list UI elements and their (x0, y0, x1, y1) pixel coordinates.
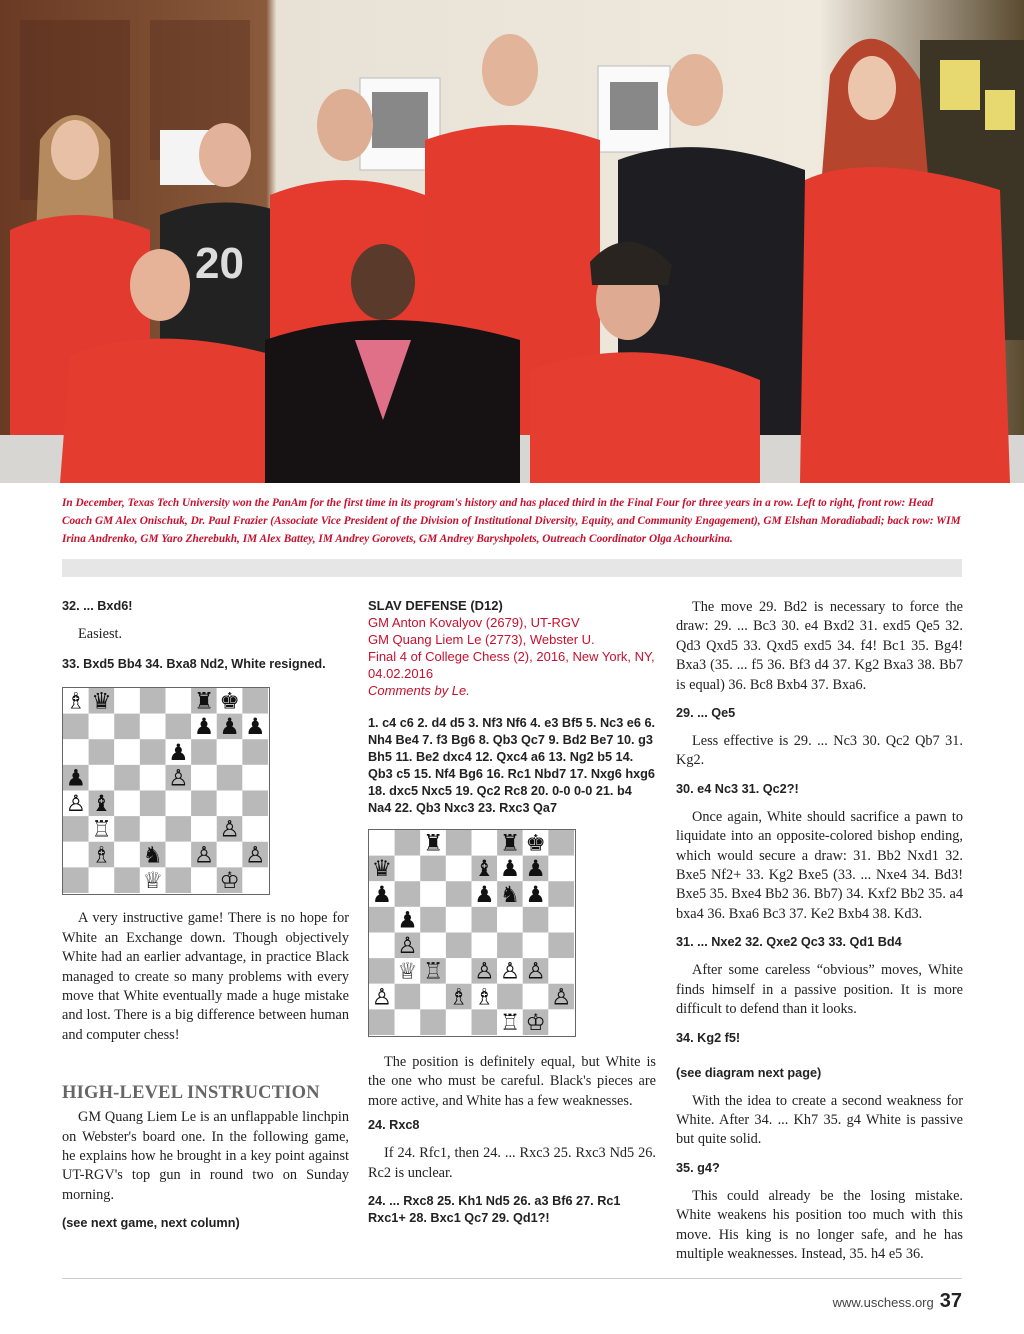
board-square (89, 740, 115, 766)
black-pawn-icon: ♟ (193, 714, 215, 741)
board-square (548, 958, 574, 984)
board-square (114, 765, 140, 791)
black-queen-icon: ♛ (371, 856, 392, 883)
move-text: 34. Kg2 f5! (676, 1030, 741, 1045)
board-square (420, 856, 446, 882)
move-text: 35. g4? (676, 1160, 720, 1175)
annotation-text: GM Quang Liem Le is an unflappable linchpin on Webster's board one. In the following game, he explains how he brought in a key point against UT-RGV's top gun in round two on Sunday morning. (62, 1109, 349, 1203)
black-rook-icon: ♜ (193, 688, 215, 715)
game-event: Final 4 of College Chess (2), 2016, New York, NY, 04.02.2016 (368, 649, 655, 681)
chess-board-graphic (369, 830, 574, 1035)
board-square (114, 842, 140, 868)
board-square (191, 765, 217, 791)
board-square (242, 791, 268, 817)
board-square (166, 688, 192, 714)
annotation-text: A very instructive game! There is no hope for White an Exchange down. Though objectively White had an earlier advantage, in practice Black managed to create so many problems with every move that White eventually made a huge mistake and lost. There is a big difference between human and computer chess! (62, 910, 349, 1043)
board-square (369, 958, 395, 984)
black-pawn-icon: ♟ (499, 856, 521, 883)
board-square (191, 740, 217, 766)
black-pawn-icon: ♟ (245, 714, 266, 741)
board-square (217, 791, 243, 817)
white-bishop-icon: ♗ (474, 984, 495, 1011)
annotation-text: The position is definitely equal, but White is the one who must be careful. Black's pieces are more active, and White has a few weaknesses. (368, 1054, 656, 1109)
footer-rule (62, 1278, 962, 1279)
move-text: 1. c4 c6 2. d4 d5 3. Nf3 Nf6 4. e3 Bf5 5. Nc3 e6 6. Nh4 Be4 7. f3 Bg6 8. Qb3 Qc7 9. Bd2 Be7 10. g3 Bh5 11. Be2 dxc4 12. Qxc4 a6 13. Ng2 b5 14. Qb3 c5 15. Nf4 Bg6 16. Rc1 Nbd7 17. Nxg6 hxg6 18. dxc5 Nxc5 19. Qc2 Rc8 20. 0-0 0-0 21. b4 Na4 22. Qb3 Nxc3 23. Rxc3 Qa7 (368, 716, 656, 815)
white-queen-icon: ♕ (397, 958, 418, 985)
board-square (217, 765, 243, 791)
board-square (446, 1009, 472, 1035)
move-text: 31. ... Nxe2 32. Qxe2 Qc3 33. Qd1 Bd4 (676, 935, 902, 950)
board-square (63, 868, 89, 894)
black-rook-icon: ♜ (422, 830, 444, 857)
board-square (446, 856, 472, 882)
board-square (114, 868, 140, 894)
board-square (114, 740, 140, 766)
chess-board-graphic (63, 688, 268, 893)
white-king-icon: ♔ (525, 1009, 546, 1035)
move-text: 29. ... Qe5 (676, 706, 736, 721)
board-square (242, 817, 268, 843)
board-square (548, 1009, 574, 1035)
board-square (191, 791, 217, 817)
white-pawn-icon: ♙ (371, 984, 392, 1011)
board-square (114, 714, 140, 740)
board-square (420, 933, 446, 959)
white-bishop-icon: ♗ (91, 842, 112, 869)
black-knight-icon: ♞ (142, 842, 163, 869)
board-square (446, 881, 472, 907)
diagram-reference: (see diagram next page) (676, 1065, 822, 1080)
white-bishop-icon: ♗ (448, 984, 469, 1011)
board-square (369, 933, 395, 959)
white-pawn-icon: ♙ (474, 958, 495, 985)
annotation-text: Easiest. (78, 626, 123, 642)
board-square (114, 817, 140, 843)
annotation-text: After some careless “obvious” moves, White finds himself in a passive position. It is more difficult to defend than it looks. (676, 962, 963, 1018)
board-square (89, 765, 115, 791)
board-square (191, 817, 217, 843)
chess-diagram-2 (368, 829, 576, 1037)
white-rook-icon: ♖ (91, 817, 112, 844)
black-bishop-icon: ♝ (91, 791, 112, 818)
board-square (166, 842, 192, 868)
board-square (166, 868, 192, 894)
white-pawn-icon: ♙ (65, 791, 86, 818)
white-pawn-icon: ♙ (397, 933, 418, 959)
board-square (446, 933, 472, 959)
black-king-icon: ♚ (525, 830, 546, 857)
black-pawn-icon: ♟ (371, 881, 392, 908)
board-square (217, 842, 243, 868)
board-square (472, 907, 498, 933)
board-square (497, 984, 523, 1010)
board-square (242, 868, 268, 894)
board-square (523, 933, 549, 959)
game-black-player: GM Quang Liem Le (2773), Webster U. (368, 632, 595, 647)
board-square (446, 907, 472, 933)
board-square (140, 740, 166, 766)
white-rook-icon: ♖ (499, 1009, 521, 1035)
board-square (89, 714, 115, 740)
board-square (369, 830, 395, 856)
board-square (63, 817, 89, 843)
white-pawn-icon: ♙ (499, 958, 521, 985)
board-square (395, 830, 421, 856)
white-bishop-icon: ♗ (65, 688, 86, 715)
white-pawn-icon: ♙ (525, 958, 546, 985)
annotation-text: The move 29. Bd2 is necessary to force the draw: 29. ... Bc3 30. e4 Bxd2 31. exd5 Qe5 32. Qd3 Qxd5 33. Qxd5 exd5 34. f4! Bc1 35. Bg4! Bxa3 (35. ... f5 36. Bf3 d4 37. Kg2 Bxa3 38. Bb7 is equal) 36. Bc8 Bxb4 37. Bxa6. (676, 599, 963, 693)
annotation-text: Less effective is 29. ... Nc3 30. Qc2 Qb7 31. Kg2. (676, 733, 963, 769)
board-square (395, 1009, 421, 1035)
black-pawn-icon: ♟ (525, 881, 546, 908)
board-square (446, 958, 472, 984)
divider-band (62, 559, 962, 577)
board-square (395, 984, 421, 1010)
board-square (140, 765, 166, 791)
game-white-player: GM Anton Kovalyov (2679), UT-RGV (368, 615, 580, 630)
move-text: 32. ... Bxd6! (62, 599, 133, 613)
board-square (395, 856, 421, 882)
black-pawn-icon: ♟ (65, 765, 86, 792)
board-square (497, 907, 523, 933)
black-pawn-icon: ♟ (474, 881, 495, 908)
page-number: 37 (939, 1290, 962, 1312)
svg-text:20: 20 (195, 239, 244, 288)
board-square (472, 1009, 498, 1035)
annotation-text: Once again, White should sacrifice a pawn to liquidate into an opposite-colored bishop ending, which would secure a draw: 31. Bb2 Nxd1 32. Bxe5 Nf2+ 33. Kg2 Bxe5 (33. ... Nxe4 34. Bd3! Bxe5 35. Bxe4 Bb2 36. Bb7) 34. Kxf2 Bb2 35. a4 bxa4 36. Bxa6 Bc3 37. Ke2 Bxb4 38. Kd3. (676, 808, 963, 922)
board-square (166, 817, 192, 843)
white-pawn-icon: ♙ (193, 842, 215, 869)
game-title: SLAV DEFENSE (D12) (368, 598, 503, 613)
board-square (114, 688, 140, 714)
white-pawn-icon: ♙ (245, 842, 266, 869)
section-heading: HIGH-LEVEL INSTRUCTION (62, 1083, 320, 1104)
white-pawn-icon: ♙ (168, 765, 189, 792)
move-text: 30. e4 Nc3 31. Qc2?! (676, 781, 799, 796)
team-photo (0, 0, 1024, 483)
board-square (420, 984, 446, 1010)
board-square (140, 688, 166, 714)
board-square (166, 714, 192, 740)
board-square (472, 830, 498, 856)
chess-diagram-1 (62, 687, 270, 895)
board-square (420, 907, 446, 933)
board-square (63, 842, 89, 868)
game-comments: Comments by Le. (368, 683, 470, 698)
black-knight-icon: ♞ (499, 881, 521, 908)
board-square (242, 765, 268, 791)
board-square (548, 830, 574, 856)
board-square (114, 791, 140, 817)
team-photo-graphic (0, 0, 1024, 483)
board-square (497, 933, 523, 959)
board-square (548, 856, 574, 882)
annotation-text: With the idea to create a second weakness for White. After 34. ... Kh7 35. g4 White is passive but quite solid. (676, 1092, 963, 1148)
board-square (63, 740, 89, 766)
column-3 (676, 598, 963, 1264)
board-square (140, 791, 166, 817)
board-square (420, 1009, 446, 1035)
board-square (548, 907, 574, 933)
move-text: 24. Rxc8 (368, 1118, 420, 1133)
black-pawn-icon: ♟ (525, 856, 546, 883)
column-1 (62, 598, 349, 1232)
white-pawn-icon: ♙ (219, 817, 240, 844)
move-text: 33. Bxd5 Bb4 34. Bxa8 Nd2, White resigned. (62, 657, 326, 672)
board-square (369, 907, 395, 933)
board-square (420, 881, 446, 907)
board-square (89, 868, 115, 894)
black-rook-icon: ♜ (499, 830, 521, 857)
board-square (191, 868, 217, 894)
board-square (548, 933, 574, 959)
black-queen-icon: ♛ (91, 688, 112, 715)
black-king-icon: ♚ (219, 688, 240, 715)
column-2 (368, 598, 656, 1227)
board-square (140, 714, 166, 740)
white-queen-icon: ♕ (142, 868, 163, 894)
board-square (140, 817, 166, 843)
black-pawn-icon: ♟ (219, 714, 240, 741)
black-bishop-icon: ♝ (474, 856, 495, 883)
board-square (217, 740, 243, 766)
board-square (523, 984, 549, 1010)
board-square (242, 740, 268, 766)
move-text: (see next game, next column) (62, 1216, 240, 1231)
board-square (472, 933, 498, 959)
move-text: 24. ... Rxc8 25. Kh1 Nd5 26. a3 Bf6 27. Rc1 Rxc1+ 28. Bxc1 Qc7 29. Qd1?! (368, 1194, 621, 1226)
board-square (242, 688, 268, 714)
board-square (446, 830, 472, 856)
white-rook-icon: ♖ (422, 958, 444, 985)
annotation-text: This could already be the losing mistake. White weakens his position too much with this move. His king is no longer safe, and he has multiple weaknesses. Instead, 35. h4 e5 36. (676, 1187, 963, 1262)
black-pawn-icon: ♟ (397, 907, 418, 934)
board-square (548, 881, 574, 907)
white-king-icon: ♔ (219, 868, 240, 894)
footer-url: www.uschess.org (832, 1295, 934, 1310)
board-square (369, 1009, 395, 1035)
annotation-text: If 24. Rfc1, then 24. ... Rxc3 25. Rxc3 Nd5 26. Rc2 is unclear. (368, 1145, 656, 1181)
board-square (523, 907, 549, 933)
footer (833, 1290, 962, 1313)
black-pawn-icon: ♟ (168, 740, 189, 767)
board-square (63, 714, 89, 740)
white-pawn-icon: ♙ (551, 984, 572, 1011)
photo-caption: In December, Texas Tech University won the PanAm for the first time in its program's history and has placed third in the Final Four for three years in a row. Left to right, front row: Head Coach GM Alex Onischuk, Dr. Paul Frazier (Associate Vice President of the Division of Institutional Diversity, Equity, and Community Engagement), GM Elshan Moradiabadi; back row: WIM Irina Andrenko, GM Yaro Zherebukh, IM Alex Battey, IM Andrey Gorovets, GM Andrey Baryshpolets, Outreach Coordinator Olga Achourkina. (62, 497, 961, 545)
board-square (166, 791, 192, 817)
board-square (395, 881, 421, 907)
